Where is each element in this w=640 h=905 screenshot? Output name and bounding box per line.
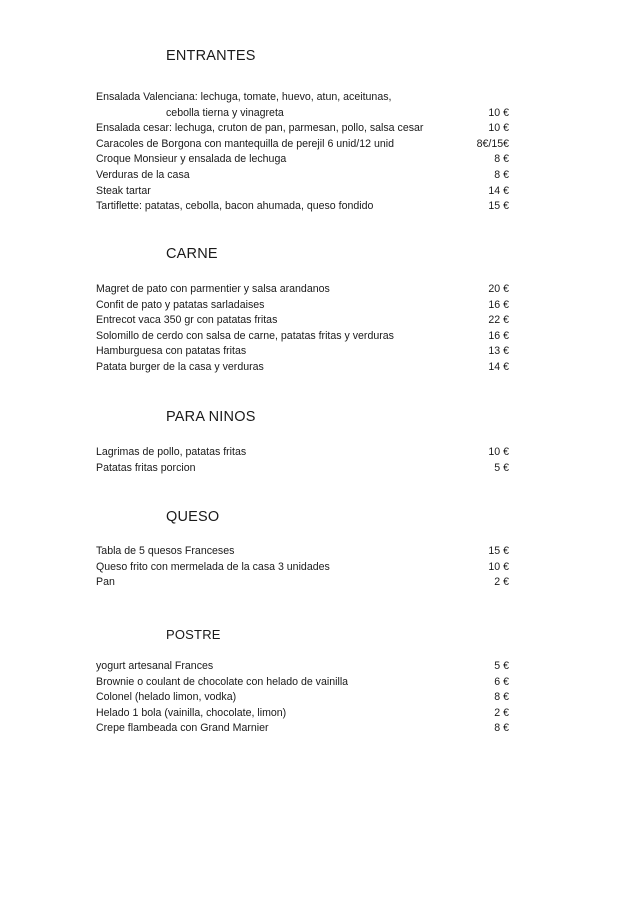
item-name-continued: cebolla tierna y vinagreta (166, 106, 284, 119)
menu-item (96, 690, 509, 706)
item-name: Brownie o coulant de chocolate con helado de vainilla (96, 675, 349, 688)
item-price: 22 € (488, 314, 509, 327)
item-price: 16 € (488, 329, 509, 342)
menu-item (96, 560, 509, 576)
section-title-para-ninos: PARA NINOS (166, 409, 256, 425)
carne-list (96, 282, 509, 376)
item-price: 15 € (488, 545, 509, 557)
item-name: Magret de pato con parmentier y salsa arandanos (96, 283, 330, 295)
item-name: Hamburguesa con patatas fritas (96, 345, 247, 358)
item-name: Ensalada Valenciana: lechuga, tomate, huevo, atun, aceitunas, (96, 91, 392, 103)
item-price: 8 € (494, 691, 509, 704)
item-name: Crepe flambeada con Grand Marnier (96, 722, 269, 735)
item-price: 14 € (488, 184, 509, 197)
menu-item (96, 360, 509, 376)
item-name: Croque Monsieur y ensalada de lechuga (96, 153, 287, 166)
item-price: 8 € (494, 722, 509, 735)
menu-item (96, 544, 509, 560)
item-name: Patatas fritas porcion (96, 461, 196, 474)
menu-item (96, 329, 509, 345)
menu-item (96, 659, 509, 675)
menu-item (96, 575, 509, 591)
item-price: 20 € (488, 283, 509, 295)
item-price: 8€/15€ (476, 137, 509, 150)
menu-item (96, 152, 509, 168)
menu-item (96, 445, 509, 461)
menu-item (96, 313, 509, 329)
item-name: Pan (96, 576, 115, 589)
section-title-postre: POSTRE (166, 627, 221, 642)
item-name: Tabla de 5 quesos Franceses (96, 545, 235, 557)
item-name: Ensalada cesar: lechuga, cruton de pan, parmesan, pollo, salsa cesar (96, 122, 424, 135)
item-price: 16 € (488, 298, 509, 311)
section-title-entrantes: ENTRANTES (166, 48, 256, 64)
item-price: 10 € (488, 560, 509, 573)
item-price: 14 € (488, 360, 509, 373)
item-name: Tartiflette: patatas, cebolla, bacon ahumada, queso fondido (96, 200, 374, 213)
item-price: 10 € (488, 446, 509, 458)
entrantes-list (96, 90, 509, 215)
menu-item (96, 706, 509, 722)
item-price: 8 € (494, 168, 509, 181)
item-name: Helado 1 bola (vainilla, chocolate, limon) (96, 706, 287, 719)
menu-item (96, 461, 509, 477)
item-price: 15 € (488, 200, 509, 213)
menu-item (96, 721, 509, 737)
item-name: Caracoles de Borgona con mantequilla de perejil 6 unid/12 unid (96, 137, 395, 150)
menu-item (96, 344, 509, 360)
para-ninos-list (96, 445, 509, 476)
postre-list (96, 659, 509, 737)
item-price: 5 € (494, 461, 509, 474)
item-name: Patata burger de la casa y verduras (96, 360, 264, 373)
item-price: 8 € (494, 153, 509, 166)
menu-item (96, 184, 509, 200)
menu-item (96, 199, 509, 215)
item-price: 10 € (488, 106, 509, 119)
menu-item (96, 298, 509, 314)
item-name: Entrecot vaca 350 gr con patatas fritas (96, 314, 278, 327)
item-name: Steak tartar (96, 184, 151, 197)
item-name: Verduras de la casa (96, 168, 190, 181)
item-price: 2 € (494, 576, 509, 589)
item-name: Lagrimas de pollo, patatas fritas (96, 446, 247, 458)
item-price: 5 € (494, 660, 509, 672)
menu-item (96, 675, 509, 691)
item-name: Colonel (helado limon, vodka) (96, 691, 237, 704)
queso-list (96, 544, 509, 591)
menu-item (96, 121, 509, 137)
item-price: 2 € (494, 706, 509, 719)
item-price: 10 € (488, 122, 509, 135)
section-title-carne: CARNE (166, 246, 218, 262)
menu-item (96, 137, 509, 153)
item-name: yogurt artesanal Frances (96, 660, 214, 672)
item-name: Solomillo de cerdo con salsa de carne, patatas fritas y verduras (96, 329, 394, 342)
menu-item (96, 168, 509, 184)
section-title-queso: QUESO (166, 509, 220, 525)
menu-item (96, 282, 509, 298)
item-price: 13 € (488, 345, 509, 358)
menu-item (96, 90, 509, 121)
item-price: 6 € (494, 675, 509, 688)
item-name: Confit de pato y patatas sarladaises (96, 298, 265, 311)
item-name: Queso frito con mermelada de la casa 3 unidades (96, 560, 330, 573)
